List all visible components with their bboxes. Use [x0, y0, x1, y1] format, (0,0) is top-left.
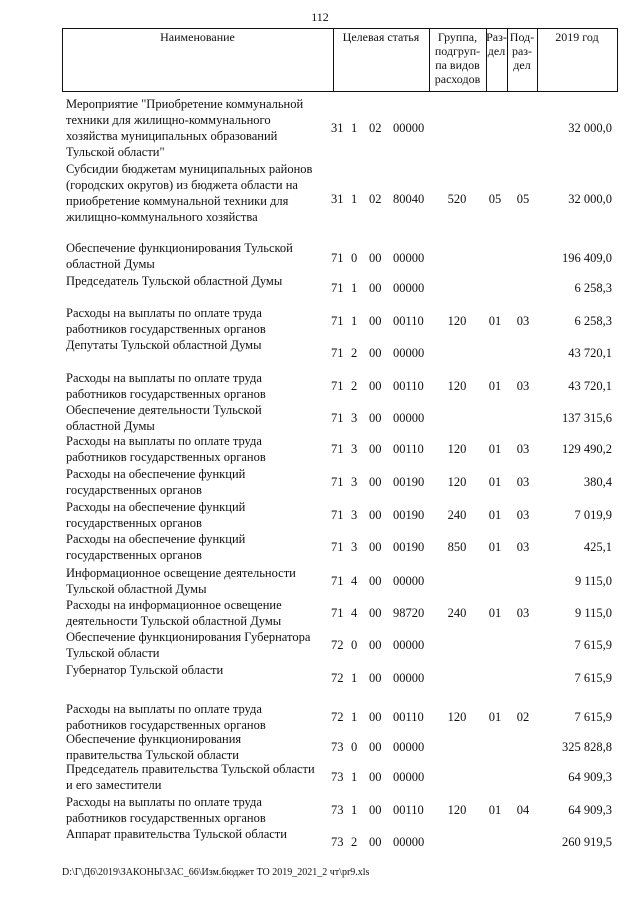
- code-program: 71: [331, 442, 344, 456]
- code-subprogram: 1: [351, 710, 358, 724]
- row-name-line: Тульской областной Думы: [66, 582, 207, 596]
- code-subprogram: 0: [351, 251, 358, 265]
- expense-group: 240: [447, 508, 467, 522]
- podrazdel: 03: [516, 442, 530, 456]
- amount-2019: 7 615,9: [574, 710, 612, 724]
- code-event: 00: [369, 281, 382, 295]
- amount-2019: 64 909,3: [568, 803, 612, 817]
- code-direction: 00190: [393, 540, 425, 554]
- expense-group: 120: [447, 379, 467, 393]
- amount-2019: 7 019,9: [574, 508, 612, 522]
- header-name: Наименование: [160, 30, 235, 44]
- row-name: [66, 794, 328, 826]
- row-name-line: Обеспечение функционирования Тульской: [66, 241, 293, 255]
- code-event: 00: [369, 835, 382, 849]
- table-row: [0, 402, 640, 434]
- row-name-line: и его заместители: [66, 778, 162, 792]
- row-name: [66, 531, 328, 563]
- code-direction: 00000: [393, 770, 425, 784]
- row-name-line: (городских округов) из бюджета области на: [66, 178, 298, 192]
- razdel: 01: [488, 475, 502, 489]
- amount-2019: 64 909,3: [568, 770, 612, 784]
- row-name: [66, 433, 328, 465]
- code-event: 00: [369, 442, 382, 456]
- table-row: [0, 662, 640, 694]
- code-subprogram: 2: [351, 346, 358, 360]
- row-name: [66, 565, 328, 597]
- code-direction: 00110: [393, 710, 424, 724]
- code-subprogram: 2: [351, 379, 358, 393]
- row-name-line: Тульской области": [66, 145, 165, 159]
- row-name-line: Расходы на обеспечение функций: [66, 467, 246, 481]
- code-direction: 00000: [393, 835, 425, 849]
- code-program: 71: [331, 475, 344, 489]
- expense-group: 520: [447, 192, 467, 206]
- amount-2019: 43 720,1: [568, 346, 612, 360]
- code-subprogram: 3: [351, 442, 358, 456]
- table-row: [0, 370, 640, 402]
- code-program: 31: [331, 121, 344, 135]
- code-program: 71: [331, 508, 344, 522]
- code-program: 71: [331, 251, 344, 265]
- row-name-line: Аппарат правительства Тульской области: [66, 827, 287, 841]
- row-name: [66, 370, 328, 402]
- code-event: 00: [369, 508, 382, 522]
- code-subprogram: 1: [351, 192, 358, 206]
- code-subprogram: 2: [351, 835, 358, 849]
- row-name-line: Обеспечение деятельности Тульской: [66, 403, 262, 417]
- row-name-line: приобретение коммунальной техники для: [66, 194, 289, 208]
- table-row: [0, 273, 640, 305]
- row-name-line: работников государственных органов: [66, 811, 266, 825]
- podrazdel: 03: [516, 540, 530, 554]
- code-subprogram: 0: [351, 638, 358, 652]
- row-name-line: работников государственных органов: [66, 718, 266, 732]
- amount-2019: 380,4: [583, 475, 612, 489]
- code-direction: 80040: [393, 192, 425, 206]
- table-row: [0, 337, 640, 369]
- code-program: 71: [331, 606, 344, 620]
- razdel: 01: [488, 442, 502, 456]
- table-row: [0, 499, 640, 531]
- code-subprogram: 3: [351, 508, 358, 522]
- amount-2019: 7 615,9: [574, 638, 612, 652]
- expense-group: 120: [447, 314, 467, 328]
- code-program: 72: [331, 671, 344, 685]
- amount-2019: 9 115,0: [574, 606, 612, 620]
- row-name-line: областной Думы: [66, 257, 155, 271]
- row-name-line: Расходы на обеспечение функций: [66, 500, 246, 514]
- code-event: 02: [369, 121, 382, 135]
- code-program: 71: [331, 574, 344, 588]
- code-event: 00: [369, 803, 382, 817]
- row-name: [66, 499, 328, 531]
- amount-2019: 425,1: [583, 540, 612, 554]
- table-row: [0, 761, 640, 793]
- row-name-line: Расходы на выплаты по оплате труда: [66, 371, 262, 385]
- page-number: 112: [311, 10, 329, 24]
- code-direction: 98720: [393, 606, 425, 620]
- table-row: [0, 305, 640, 337]
- row-name-line: Депутаты Тульской областной Думы: [66, 338, 262, 352]
- table-row: [0, 731, 640, 763]
- code-event: 00: [369, 314, 382, 328]
- code-direction: 00000: [393, 281, 425, 295]
- code-subprogram: 3: [351, 540, 358, 554]
- row-name-line: Расходы на обеспечение функций: [66, 532, 246, 546]
- code-subprogram: 1: [351, 314, 358, 328]
- row-name: [66, 629, 328, 661]
- code-subprogram: 0: [351, 740, 358, 754]
- code-direction: 00000: [393, 251, 425, 265]
- code-program: 71: [331, 346, 344, 360]
- row-name-line: областной Думы: [66, 419, 155, 433]
- code-program: 31: [331, 192, 344, 206]
- row-name: [66, 240, 328, 272]
- code-subprogram: 4: [351, 574, 358, 588]
- header-group: Группа, подгруп- па видов расходов: [434, 30, 481, 86]
- row-name-line: Мероприятие "Приобретение коммунальной: [66, 97, 304, 111]
- row-name-line: Информационное освещение деятельности: [66, 566, 296, 580]
- row-name-line: Расходы на выплаты по оплате труда: [66, 702, 262, 716]
- razdel: 01: [488, 379, 502, 393]
- code-direction: 00000: [393, 671, 425, 685]
- row-name: [66, 662, 328, 678]
- code-direction: 00000: [393, 740, 425, 754]
- row-name-line: Расходы на информационное освещение: [66, 598, 282, 612]
- code-program: 72: [331, 710, 344, 724]
- row-name: [66, 826, 328, 842]
- table-row: [0, 161, 640, 224]
- table-header: [62, 28, 618, 92]
- code-direction: 00000: [393, 121, 425, 135]
- podrazdel: 05: [516, 192, 530, 206]
- razdel: 01: [488, 314, 502, 328]
- podrazdel: 03: [516, 508, 530, 522]
- code-event: 00: [369, 411, 382, 425]
- code-program: 71: [331, 540, 344, 554]
- code-direction: 00110: [393, 379, 424, 393]
- row-name-line: жилищно-коммунального хозяйства: [66, 210, 258, 224]
- row-name-line: Тульской области: [66, 646, 160, 660]
- table-row: [0, 597, 640, 629]
- row-name: [66, 161, 328, 225]
- amount-2019: 137 315,6: [562, 411, 612, 425]
- row-name: [66, 96, 328, 160]
- table-row: [0, 826, 640, 858]
- razdel: 01: [488, 508, 502, 522]
- razdel: 01: [488, 710, 502, 724]
- code-subprogram: 3: [351, 411, 358, 425]
- code-event: 00: [369, 475, 382, 489]
- row-name-line: Расходы на выплаты по оплате труда: [66, 795, 262, 809]
- expense-group: 850: [447, 540, 467, 554]
- expense-group: 120: [447, 803, 467, 817]
- code-direction: 00000: [393, 346, 425, 360]
- code-subprogram: 1: [351, 281, 358, 295]
- row-name-line: Расходы на выплаты по оплате труда: [66, 306, 262, 320]
- row-name: [66, 597, 328, 629]
- row-name: [66, 761, 328, 793]
- row-name-line: государственных органов: [66, 548, 202, 562]
- code-direction: 00110: [393, 314, 424, 328]
- table-row: [0, 565, 640, 597]
- code-event: 00: [369, 710, 382, 724]
- row-name: [66, 337, 328, 353]
- amount-2019: 9 115,0: [574, 574, 612, 588]
- code-subprogram: 1: [351, 671, 358, 685]
- code-event: 02: [369, 192, 382, 206]
- amount-2019: 129 490,2: [562, 442, 612, 456]
- row-name-line: Обеспечение функционирования Губернатора: [66, 630, 311, 644]
- amount-2019: 32 000,0: [568, 121, 612, 135]
- row-name-line: государственных органов: [66, 516, 202, 530]
- amount-2019: 260 919,5: [562, 835, 612, 849]
- row-name-line: техники для жилищно-коммунального: [66, 113, 271, 127]
- razdel: 05: [488, 192, 502, 206]
- code-event: 00: [369, 379, 382, 393]
- code-direction: 00000: [393, 574, 425, 588]
- row-name-line: деятельности Тульской областной Думы: [66, 614, 282, 628]
- code-direction: 00000: [393, 411, 425, 425]
- code-event: 00: [369, 574, 382, 588]
- row-name-line: правительства Тульской области: [66, 748, 239, 762]
- amount-2019: 6 258,3: [574, 281, 612, 295]
- header-razdel: Раз- дел: [486, 30, 507, 58]
- podrazdel: 03: [516, 475, 530, 489]
- row-name-line: работников государственных органов: [66, 322, 266, 336]
- table-row: [0, 466, 640, 498]
- row-name-line: Расходы на выплаты по оплате труда: [66, 434, 262, 448]
- row-name-line: Председатель Тульской областной Думы: [66, 274, 283, 288]
- amount-2019: 7 615,9: [574, 671, 612, 685]
- row-name-line: Субсидии бюджетам муниципальных районов: [66, 162, 313, 176]
- row-name: [66, 466, 328, 498]
- code-direction: 00110: [393, 442, 424, 456]
- code-program: 73: [331, 835, 344, 849]
- row-name-line: Обеспечение функционирования: [66, 732, 242, 746]
- expense-group: 120: [447, 475, 467, 489]
- row-name-line: работников государственных органов: [66, 450, 266, 464]
- code-subprogram: 4: [351, 606, 358, 620]
- razdel: 01: [488, 803, 502, 817]
- row-name-line: работников государственных органов: [66, 387, 266, 401]
- row-name: [66, 402, 328, 434]
- code-program: 71: [331, 411, 344, 425]
- code-subprogram: 1: [351, 770, 358, 784]
- code-event: 00: [369, 606, 382, 620]
- code-program: 71: [331, 379, 344, 393]
- row-name-line: Председатель правительства Тульской области: [66, 762, 315, 776]
- table-row: [0, 629, 640, 661]
- row-name-line: государственных органов: [66, 483, 202, 497]
- row-name-line: Губернатор Тульской области: [66, 663, 224, 677]
- row-name: [66, 305, 328, 337]
- expense-group: 120: [447, 710, 467, 724]
- code-program: 71: [331, 314, 344, 328]
- podrazdel: 04: [516, 803, 530, 817]
- header-podrazdel: Под- раз- дел: [509, 30, 535, 72]
- code-event: 00: [369, 740, 382, 754]
- amount-2019: 43 720,1: [568, 379, 612, 393]
- table-row: [0, 96, 640, 159]
- razdel: 01: [488, 540, 502, 554]
- header-target: Целевая статья: [342, 30, 420, 44]
- code-direction: 00190: [393, 508, 425, 522]
- code-event: 00: [369, 770, 382, 784]
- podrazdel: 03: [516, 606, 530, 620]
- header-year: 2019 год: [555, 30, 599, 44]
- row-name: [66, 273, 328, 289]
- code-direction: 00110: [393, 803, 424, 817]
- code-subprogram: 1: [351, 121, 358, 135]
- code-subprogram: 1: [351, 803, 358, 817]
- row-name-line: хозяйства муниципальных образований: [66, 129, 278, 143]
- code-program: 71: [331, 281, 344, 295]
- table-row: [0, 531, 640, 563]
- code-event: 00: [369, 346, 382, 360]
- amount-2019: 32 000,0: [568, 192, 612, 206]
- code-direction: 00190: [393, 475, 425, 489]
- code-subprogram: 3: [351, 475, 358, 489]
- row-name: [66, 701, 328, 733]
- table-row: [0, 794, 640, 826]
- row-name: [66, 731, 328, 763]
- amount-2019: 325 828,8: [562, 740, 612, 754]
- code-program: 72: [331, 638, 344, 652]
- code-event: 00: [369, 540, 382, 554]
- razdel: 01: [488, 606, 502, 620]
- code-event: 00: [369, 638, 382, 652]
- expense-group: 240: [447, 606, 467, 620]
- amount-2019: 6 258,3: [574, 314, 612, 328]
- code-program: 73: [331, 740, 344, 754]
- table-row: [0, 701, 640, 733]
- podrazdel: 03: [516, 379, 530, 393]
- podrazdel: 02: [516, 710, 530, 724]
- code-program: 73: [331, 770, 344, 784]
- table-row: [0, 433, 640, 465]
- file-path-footer: D:\Г\Д6\2019\ЗАКОНЫ\ЗАС_66\Изм.бюджет ТО 2019_2021_2 чт\pr9.xls: [62, 867, 370, 878]
- code-program: 73: [331, 803, 344, 817]
- code-event: 00: [369, 251, 382, 265]
- expense-group: 120: [447, 442, 467, 456]
- table-row: [0, 240, 640, 272]
- code-direction: 00000: [393, 638, 425, 652]
- podrazdel: 03: [516, 314, 530, 328]
- amount-2019: 196 409,0: [562, 251, 612, 265]
- code-event: 00: [369, 671, 382, 685]
